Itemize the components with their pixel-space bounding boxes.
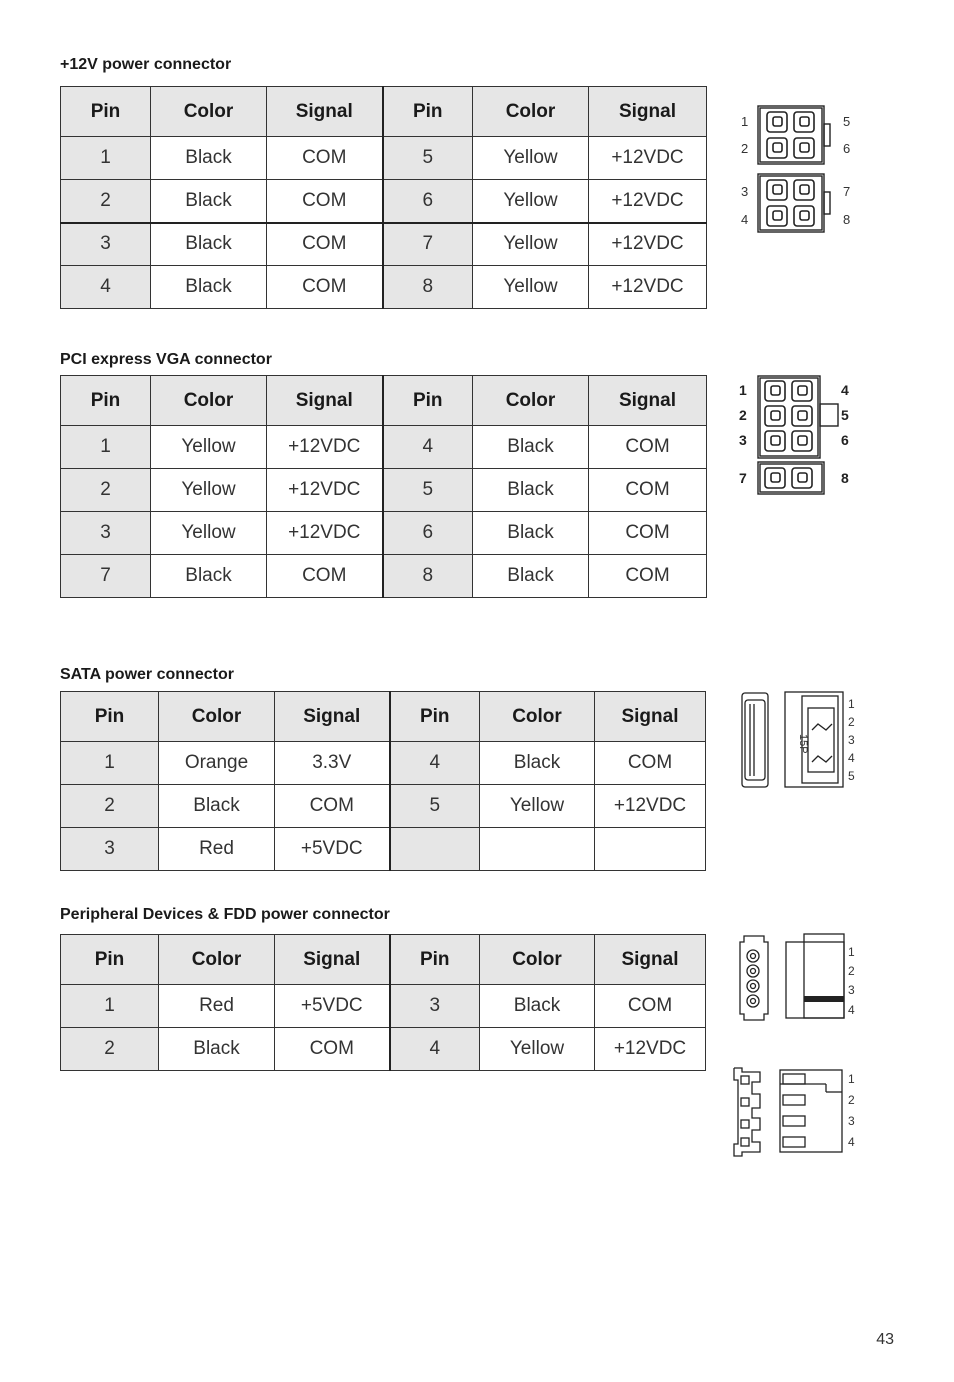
pin-cell: 8	[383, 555, 473, 598]
signal-cell: +12VDC	[595, 785, 706, 828]
pin-cell: 5	[383, 137, 473, 180]
diagram-label: 1	[848, 1072, 855, 1086]
diagram-label: 8	[843, 212, 851, 227]
column-header: Pin	[390, 692, 480, 742]
color-cell: Black	[480, 985, 595, 1028]
signal-cell: COM	[589, 426, 707, 469]
pin-cell: 2	[61, 180, 151, 223]
table-row	[61, 1028, 706, 1071]
pin-cell: 7	[61, 555, 151, 598]
signal-cell: +12VDC	[595, 1028, 706, 1071]
diagram-label: 2	[741, 141, 749, 156]
page-number: 43	[876, 1331, 894, 1348]
pin-cell: 1	[61, 426, 151, 469]
color-cell: Red	[159, 985, 275, 1028]
signal-cell: COM	[267, 137, 383, 180]
table-row	[61, 512, 707, 555]
column-header: Pin	[383, 87, 473, 137]
color-cell: Yellow	[151, 469, 267, 512]
signal-cell: +5VDC	[275, 985, 390, 1028]
color-cell: Yellow	[151, 512, 267, 555]
diagram-text: 15P	[797, 734, 809, 754]
signal-cell: 3.3V	[275, 742, 390, 785]
column-header: Signal	[275, 935, 390, 985]
table-row	[61, 223, 707, 266]
diagram-label: 1	[848, 697, 855, 711]
pin-cell: 5	[390, 785, 480, 828]
pin-cell	[390, 828, 480, 871]
pin-cell: 2	[61, 785, 159, 828]
diagram-label: 3	[739, 432, 747, 448]
signal-cell: COM	[589, 469, 707, 512]
section-title-12v: +12V power connector	[60, 56, 232, 73]
color-cell: Yellow	[473, 223, 589, 266]
pin-cell: 3	[61, 223, 151, 266]
diagram-label: 2	[739, 407, 747, 423]
column-header: Color	[473, 376, 589, 426]
signal-cell: COM	[267, 223, 383, 266]
diagram-label: 3	[848, 983, 855, 997]
section-title-peripheral: Peripheral Devices & FDD power connector	[60, 906, 390, 923]
diagram-label: 6	[841, 432, 849, 448]
signal-cell: +5VDC	[275, 828, 390, 871]
pin-cell: 2	[61, 1028, 159, 1071]
color-cell: Yellow	[151, 426, 267, 469]
diagram-label: 4	[841, 382, 849, 398]
signal-cell: +12VDC	[267, 469, 383, 512]
column-header: Color	[159, 692, 275, 742]
table-row	[61, 180, 707, 223]
column-header: Pin	[383, 376, 473, 426]
diagram-label: 1	[741, 114, 749, 129]
pin-cell: 8	[383, 266, 473, 309]
signal-cell	[595, 828, 706, 871]
diagram-label: 4	[848, 1135, 855, 1149]
pin-cell: 6	[383, 180, 473, 223]
column-header: Signal	[589, 87, 707, 137]
table-row	[61, 555, 707, 598]
pin-cell: 5	[383, 469, 473, 512]
column-header: Pin	[61, 692, 159, 742]
column-header: Color	[480, 935, 595, 985]
table-row	[61, 828, 706, 871]
color-cell: Orange	[159, 742, 275, 785]
pin-cell: 1	[61, 985, 159, 1028]
column-header: Signal	[275, 692, 390, 742]
color-cell: Yellow	[480, 785, 595, 828]
diagram-label: 4	[741, 212, 749, 227]
table-row	[61, 137, 707, 180]
signal-cell: COM	[267, 180, 383, 223]
column-header: Signal	[267, 87, 383, 137]
color-cell: Black	[151, 137, 267, 180]
signal-cell: +12VDC	[589, 180, 707, 223]
table-row	[61, 742, 706, 785]
color-cell: Yellow	[473, 266, 589, 309]
color-cell: Black	[473, 555, 589, 598]
signal-cell: COM	[267, 266, 383, 309]
diagram-label: 2	[848, 1093, 855, 1107]
connector-diagram-molex	[734, 932, 860, 1026]
connector-diagram-sata	[736, 690, 860, 790]
table-row	[61, 985, 706, 1028]
table-row	[61, 785, 706, 828]
diagram-label: 7	[739, 470, 747, 486]
signal-cell: COM	[275, 1028, 390, 1071]
diagram-label: 1	[739, 382, 747, 398]
column-header: Color	[159, 935, 275, 985]
color-cell: Black	[473, 426, 589, 469]
signal-cell: COM	[595, 985, 706, 1028]
pin-cell: 4	[390, 742, 480, 785]
table-row	[61, 266, 707, 309]
diagram-label: 3	[848, 1114, 855, 1128]
column-header: Signal	[595, 692, 706, 742]
color-cell: Black	[480, 742, 595, 785]
diagram-label: 5	[841, 407, 849, 423]
section-title-pcie: PCI express VGA connector	[60, 351, 272, 368]
pin-table-12v	[60, 86, 707, 309]
pin-table-pcie	[60, 375, 707, 598]
signal-cell: COM	[589, 555, 707, 598]
color-cell: Yellow	[473, 180, 589, 223]
pin-table-sata	[60, 691, 706, 871]
diagram-label: 3	[741, 184, 749, 199]
diagram-label: 4	[848, 751, 855, 765]
diagram-label: 4	[848, 1003, 855, 1017]
pin-cell: 4	[61, 266, 151, 309]
color-cell: Black	[151, 223, 267, 266]
color-cell: Yellow	[480, 1028, 595, 1071]
color-cell: Red	[159, 828, 275, 871]
signal-cell: COM	[595, 742, 706, 785]
section-title-sata: SATA power connector	[60, 666, 234, 683]
column-header: Color	[480, 692, 595, 742]
column-header: Pin	[61, 935, 159, 985]
pin-cell: 3	[61, 828, 159, 871]
column-header: Signal	[589, 376, 707, 426]
column-header: Color	[151, 376, 267, 426]
diagram-label: 2	[848, 715, 855, 729]
pin-cell: 4	[383, 426, 473, 469]
color-cell: Black	[159, 785, 275, 828]
column-header: Pin	[61, 376, 151, 426]
column-header: Signal	[267, 376, 383, 426]
diagram-label: 1	[848, 945, 855, 959]
table-row	[61, 426, 707, 469]
pin-cell: 3	[61, 512, 151, 555]
signal-cell: +12VDC	[589, 223, 707, 266]
color-cell: Yellow	[473, 137, 589, 180]
pin-table-peripheral	[60, 934, 706, 1071]
connector-diagram-12v	[736, 104, 856, 238]
color-cell: Black	[151, 266, 267, 309]
signal-cell: +12VDC	[589, 266, 707, 309]
diagram-label: 5	[843, 114, 851, 129]
pin-cell: 7	[383, 223, 473, 266]
signal-cell: COM	[589, 512, 707, 555]
connector-diagram-fdd	[730, 1064, 860, 1160]
diagram-label: 3	[848, 733, 855, 747]
diagram-label: 8	[841, 470, 849, 486]
column-header: Color	[151, 87, 267, 137]
signal-cell: COM	[267, 555, 383, 598]
color-cell: Black	[151, 555, 267, 598]
column-header: Color	[473, 87, 589, 137]
pin-cell: 1	[61, 137, 151, 180]
diagram-label: 7	[843, 184, 851, 199]
signal-cell: COM	[275, 785, 390, 828]
pin-cell: 2	[61, 469, 151, 512]
diagram-label: 5	[848, 769, 855, 783]
pin-cell: 1	[61, 742, 159, 785]
column-header: Signal	[595, 935, 706, 985]
diagram-label: 2	[848, 964, 855, 978]
pin-cell: 6	[383, 512, 473, 555]
signal-cell: +12VDC	[267, 512, 383, 555]
color-cell: Black	[473, 469, 589, 512]
signal-cell: +12VDC	[267, 426, 383, 469]
color-cell	[480, 828, 595, 871]
column-header: Pin	[61, 87, 151, 137]
pin-cell: 4	[390, 1028, 480, 1071]
diagram-label: 6	[843, 141, 851, 156]
table-row	[61, 469, 707, 512]
color-cell: Black	[151, 180, 267, 223]
color-cell: Black	[159, 1028, 275, 1071]
column-header: Pin	[390, 935, 480, 985]
signal-cell: +12VDC	[589, 137, 707, 180]
pin-cell: 3	[390, 985, 480, 1028]
connector-diagram-pcie	[734, 374, 858, 498]
color-cell: Black	[473, 512, 589, 555]
